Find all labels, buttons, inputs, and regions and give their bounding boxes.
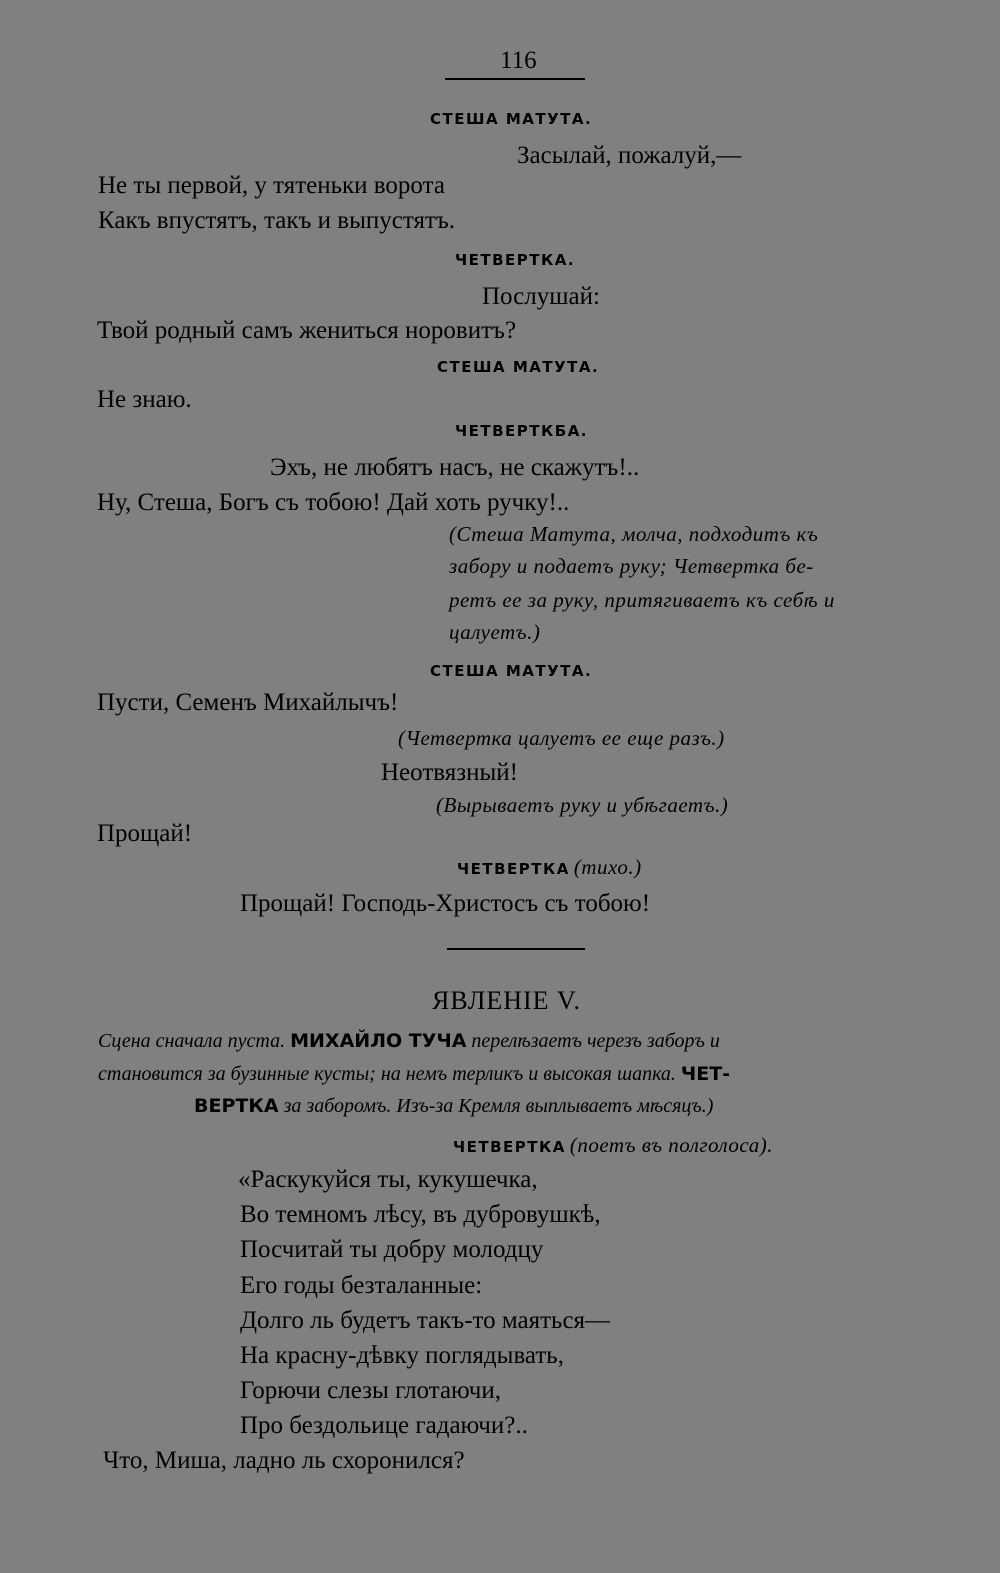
stage-direction: (тихо.) xyxy=(573,855,642,879)
speaker-name: СТЕША МАТУТА. xyxy=(430,662,593,680)
dialogue-line: Не ты первой, у тятеньки ворота xyxy=(98,172,445,199)
stage-direction: (Вырываетъ руку и убѣгаетъ.) xyxy=(436,793,729,817)
character-name: ЧЕТ- xyxy=(680,1063,731,1085)
dialogue-line: Какъ впустятъ, такъ и выпустятъ. xyxy=(98,207,456,234)
section-divider xyxy=(447,948,585,950)
dialogue-line: Послушай: xyxy=(482,283,600,310)
dialogue-line: Твой родный самъ жениться норовитъ? xyxy=(97,317,517,344)
song-line: Долго ль будетъ такъ-то маяться— xyxy=(240,1307,611,1334)
song-line: На красну-дѣвку поглядывать, xyxy=(240,1342,564,1369)
song-line: Его годы безталанные: xyxy=(240,1272,483,1299)
song-line: Во темномъ лѣсу, въ дубровушкѣ, xyxy=(240,1201,601,1228)
stage-direction: (поетъ въ полголоса). xyxy=(569,1133,773,1157)
dialogue-line: Неотвязный! xyxy=(381,759,518,786)
speaker-name: СТЕША МАТУТА. xyxy=(437,358,600,376)
speaker-name: ЧЕТВЕРТКА xyxy=(453,1138,566,1156)
speaker-line xyxy=(457,857,642,878)
character-name: МИХАЙЛО ТУЧА xyxy=(290,1030,467,1052)
dialogue-line: Пусти, Семенъ Михайлычъ! xyxy=(97,689,399,716)
speaker-name: СТЕША МАТУТА. xyxy=(430,110,593,128)
page-number-rule xyxy=(445,78,585,80)
stage-direction: (Четвертка цалуетъ ее еще разъ.) xyxy=(398,726,725,750)
speaker-name: ЧЕТВЕРТКА. xyxy=(455,251,576,269)
stage-direction: перелѣзаетъ черезъ заборъ и xyxy=(471,1030,720,1052)
song-line: Про бездольице гадаючи?.. xyxy=(240,1412,528,1439)
page-number: 116 xyxy=(500,47,537,74)
stage-direction: становится за бузинные кусты; на немъ терликъ и высокая шапка. xyxy=(98,1063,676,1085)
stage-direction-block xyxy=(194,1096,713,1116)
speaker-line xyxy=(453,1135,773,1156)
dialogue-line: Засылай, пожалуй,— xyxy=(517,142,742,169)
speaker-name: ЧЕТВЕРТКА xyxy=(457,860,570,878)
character-name: ВЕРТКА xyxy=(194,1095,279,1117)
dialogue-line: Ну, Стеша, Богъ съ тобою! Дай хоть ручку!.. xyxy=(97,489,570,516)
stage-direction: забору и подаетъ руку; Четвертка бе- xyxy=(449,554,814,578)
song-line: Горючи слезы глотаючи, xyxy=(240,1377,501,1404)
dialogue-line: Что, Миша, ладно ль схоронился? xyxy=(103,1447,465,1474)
speaker-name: ЧЕТВЕРТКБА. xyxy=(455,422,589,440)
stage-direction: (Стеша Матута, молча, подходитъ къ xyxy=(449,522,819,546)
stage-direction: Сцена сначала пуста. xyxy=(98,1030,286,1052)
stage-direction-block xyxy=(98,1031,720,1051)
stage-direction-block xyxy=(98,1064,730,1084)
dialogue-line: Эхъ, не любятъ насъ, не скажутъ!.. xyxy=(270,454,640,481)
song-line: «Раскукуйся ты, кукушечка, xyxy=(238,1166,538,1193)
scene-heading: ЯВЛЕНІЕ V. xyxy=(432,986,581,1015)
stage-direction: ретъ ее за руку, притягиваетъ къ себѣ и xyxy=(449,588,835,612)
dialogue-line: Прощай! Господь-Христосъ съ тобою! xyxy=(240,890,651,917)
song-line: Посчитай ты добру молодцу xyxy=(240,1236,544,1263)
stage-direction: цалуетъ.) xyxy=(449,620,541,644)
dialogue-line: Не знаю. xyxy=(97,386,192,413)
dialogue-line: Прощай! xyxy=(97,820,193,847)
stage-direction: за заборомъ. Изъ-за Кремля выплываетъ мѣсяцъ.) xyxy=(283,1095,714,1117)
